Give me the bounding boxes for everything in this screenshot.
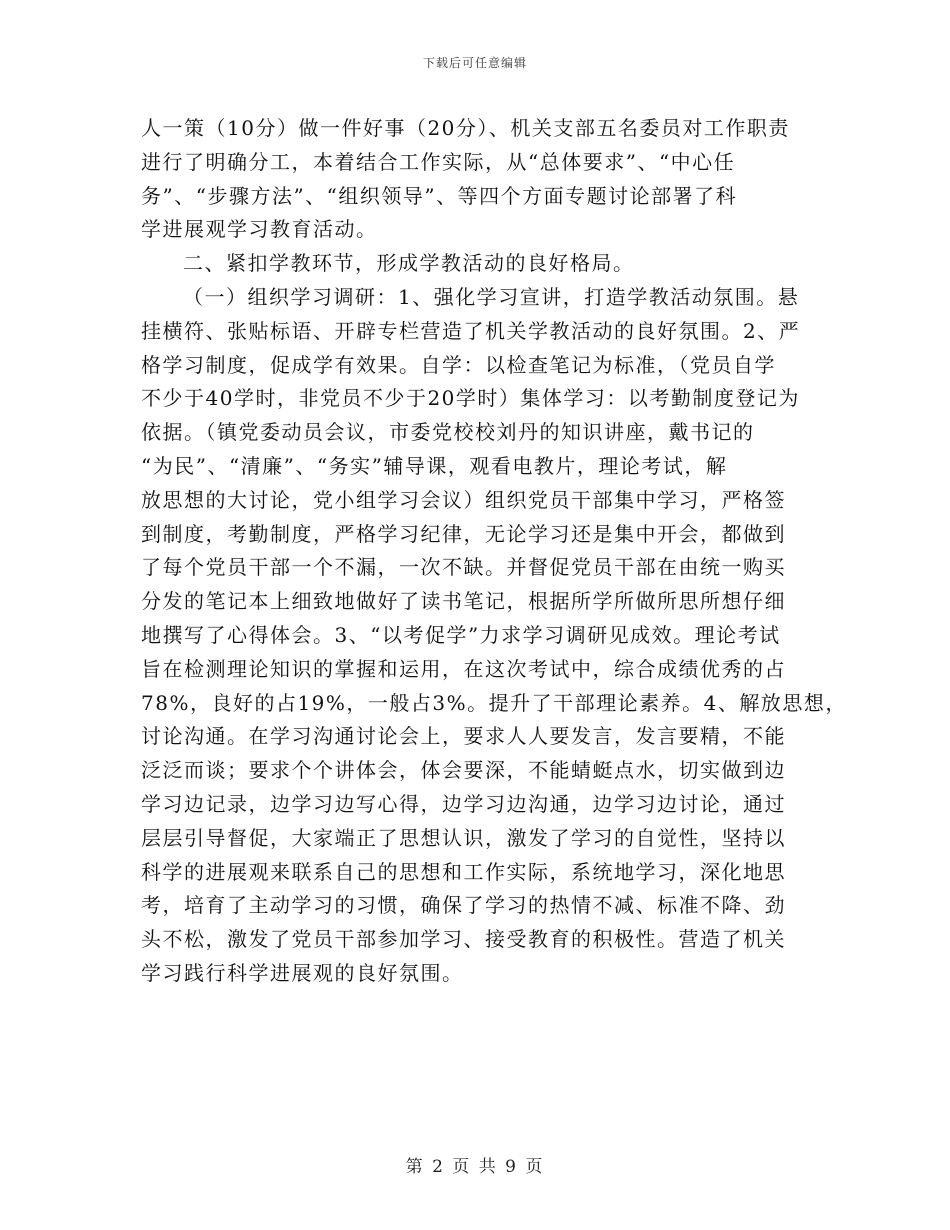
- text-line: 讨论沟通。在学习沟通讨论会上，要求人人要发言，发言要精，不能: [141, 724, 786, 749]
- text-line: 依据。（镇党委动员会议，市委党校校刘丹的知识讲座，戴书记的: [141, 420, 755, 445]
- text-line: 进行了明确分工，本着结合工作实际，从“总体要求”、“中心任: [141, 149, 736, 174]
- page-header: 下载后可任意编辑: [422, 56, 527, 70]
- text-line: 务”、“步骤方法”、“组织领导”、等四个方面专题讨论部署了科: [141, 183, 738, 208]
- text-line: 学习边记录，边学习边写心得，边学习边沟通，边学习边讨论，通过: [141, 791, 786, 816]
- text-line: 不少于40学时，非党员不少于20学时）集体学习：以考勤制度登记为: [141, 386, 800, 411]
- page-number: 第 2 页 共 9 页: [405, 1157, 545, 1177]
- text-line: 分发的笔记本上细致地做好了读书笔记，根据所学所做所思所想仔细: [141, 589, 786, 614]
- text-line: （一）组织学习调研：1、强化学习宣讲，打造学教活动氛围。悬: [183, 284, 800, 309]
- text-line: 旨在检测理论知识的掌握和运用，在这次考试中，综合成绩优秀的占: [141, 656, 786, 681]
- text-line: 挂横符、张贴标语、开辟专栏营造了机关学教活动的良好氛围。2、严: [141, 318, 801, 343]
- text-line: “为民”、“清廉”、“务实”辅导课，观看电教片，理论考试，解: [141, 453, 728, 478]
- text-line: 人一策（10分）做一件好事（20分）、机关支部五名委员对工作职责: [141, 116, 790, 140]
- section-heading: 二、紧扣学教环节，形成学教活动的良好格局。: [183, 251, 635, 276]
- text-line: 放思想的大讨论，党小组学习会议）组织党员干部集中学习，严格签: [141, 487, 786, 512]
- document-body: [141, 112, 847, 991]
- text-line: 地撰写了心得体会。3、“以考促学”力求学习调研见成效。理论考试: [141, 622, 781, 647]
- text-line: 学习践行科学进展观的良好氛围。: [141, 960, 464, 985]
- text-line: 泛泛而谈；要求个个讲体会，体会要深，不能蜻蜓点水，切实做到边: [141, 758, 786, 783]
- text-line: 学进展观学习教育活动。: [141, 217, 378, 242]
- text-line: 头不松，激发了党员干部参加学习、接受教育的积极性。营造了机关: [141, 927, 786, 952]
- text-line: 到制度，考勤制度，严格学习纪律，无论学习还是集中开会，都做到: [141, 521, 786, 546]
- text-line: 格学习制度，促成学有效果。自学：以检查笔记为标准，（党员自学: [141, 352, 776, 377]
- text-line: 科学的进展观来联系自己的思想和工作实际，系统地学习，深化地思: [141, 859, 786, 884]
- text-line: 了每个党员干部一个不漏，一次不缺。并督促党员干部在由统一购买: [141, 555, 786, 580]
- text-line: 考，培育了主动学习的习惯，确保了学习的热情不减、标准不降、劲: [141, 893, 786, 918]
- text-line: 层层引导督促，大家端正了思想认识，激发了学习的自觉性，坚持以: [141, 825, 786, 850]
- text-line: 78%，良好的占19%，一般占3%。提升了干部理论素养。4、解放思想，: [141, 690, 847, 715]
